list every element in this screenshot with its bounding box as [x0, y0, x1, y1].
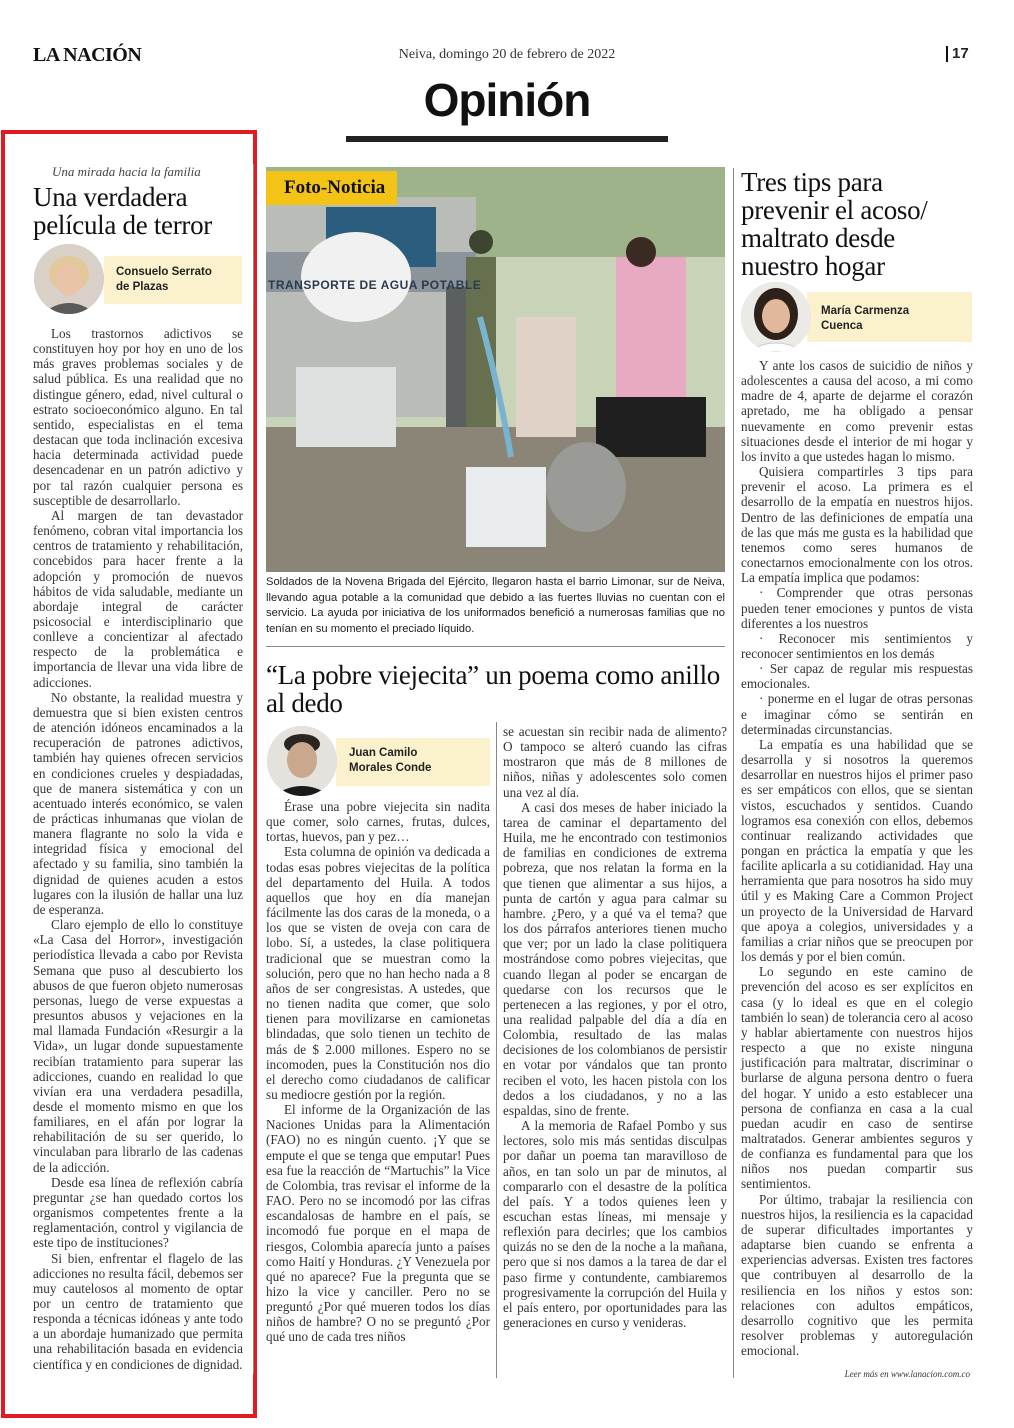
- author-byline: [807, 292, 972, 342]
- paragraph: Érase una pobre viejecita sin nadita que comer, solo carnes, frutas, dulces, tortas, huevos, pan y pez…: [266, 799, 490, 845]
- article-title: Tres tips para prevenir el acoso/ maltrato desde nuestro hogar: [741, 167, 928, 281]
- list-item: · Ser capaz de regular mis respuestas emocionales.: [741, 661, 973, 692]
- paragraph: Quisiera compartirles 3 tips para prevenir el acoso. La primera es el desarrollo de la empatía en nuestros hijos. Dentro de las definiciones de empatía una de las que más me gusta es la habilidad que tenemos como seres humanos de conectarnos emocionalmente con los otros. La empatía implica que podamos:: [741, 464, 973, 586]
- photo-caption: Soldados de la Novena Brigada del Ejército, llegaron hasta el barrio Limonar, sur de Neiva, llevando agua potable a la comunidad que debido a las fuertes lluvias no cuentan con el servicio. La ayuda por iniciativa de los uniformados benefició a numerosas familias que no tenían en su momento el preciado líquido.: [266, 576, 725, 635]
- foto-noticia-tag: Foto-Noticia: [266, 171, 397, 205]
- paragraph: A la memoria de Rafael Pombo y sus lectores, solo mis más sentidas disculpas por dañar un poema tan maravilloso de años, en tan solo un par de minutos, al compararlo con el desastre de la política del país. Y a todos quienes leen y escuchan estas líneas, mi mensaje y reflexión para decirles; que los cambios quizás no se den de la noche a la mañana, pero que si nos damos a la tarea de dar el paso firme y contundente, cambiaremos progresivamente la corrupción del Huila y el país entero, por oportunidades para las generaciones en curso y venideras.: [503, 1118, 727, 1331]
- paragraph: Si bien, enfrentar el flagelo de las adicciones no resulta fácil, debemos ser muy cautelosos al momento de optar por un centro de tratamiento que responda a técnicas idóneas y ante todo a un abordaje humanizado que permita una rehabilitación basada en evidencia científica y en condiciones de dignidad.: [33, 1250, 243, 1372]
- author-name-line2: de Plazas: [116, 281, 169, 293]
- paragraph: Desde esa línea de reflexión cabría preguntar ¿se han quedado cortos los organismos competentes frente a la reglamentación, control y vigilancia de este tipo de instituciones?: [33, 1174, 243, 1251]
- article-body: [266, 799, 490, 1345]
- author-name-line2: Cuenca: [821, 320, 863, 332]
- news-photo: [266, 167, 725, 572]
- list-item: · Reconocer mis sentimientos y reconocer sentimientos en los demás: [741, 630, 973, 661]
- section-divider: [346, 136, 668, 142]
- paragraph: Y ante los casos de suicidio de niños y adolescentes a causa del acoso, a mi como madre de 4, aparte de dejarme el corazón apretado, me ha obligado a pensar nuevamente en como prevenir estas situaciones desde el interior de mi hogar y los invito a que ustedes hagan lo mismo.: [741, 358, 973, 464]
- paragraph: se acuestan sin recibir nada de alimento? O tampoco se alteró cuando las cifras mostraron que más de 8 millones de niños, niñas y adolescentes solo comen una vez al día.: [503, 724, 727, 800]
- truck-lettering: TRANSPORTE DE AGUA POTABLE: [268, 278, 482, 292]
- paragraph: Por último, trabajar la resiliencia con nuestros hijos, la resiliencia es la capacidad de superar dificultades importantes y adaptarse bien cuando se enfrenta a experiencias adversas. Existen tres factores que contribuyen al desarrollo de la resiliencia en los niños y estos son: relaciones con adultos empáticos, desarrollo cognitivo que les permita resolver problemas y autoregulación emocional.: [741, 1191, 973, 1359]
- article-title: Una verdadera película de terror: [33, 182, 212, 240]
- article-kicker: Una mirada hacia la familia: [52, 164, 201, 179]
- section-rule: [266, 646, 725, 647]
- paragraph: La empatía es una habilidad que se desarrolla y si nosotros la queremos desarrollar en nuestros hijos el primer paso es ser empáticos con ellos, que se sientan vistos, escuchados y sentidos. Cuando logramos esa conexión con ellos, debemos continuar realizando actividades que pongan en práctica la empatía y que les facilite aplicarla a su cotidianidad. Hay una herramienta que para nosotros ha sido muy útil y es Making Care a Common Project un proyecto de la Universidad de Harvard que apoya a colegios, universidades y a familias a criar niños que se preocupen por los demás y por el bien común.: [741, 736, 973, 965]
- author-name-line1: Juan Camilo: [349, 747, 418, 759]
- paragraph: Al margen de tan devastador fenómeno, cobran vital importancia los centros de tratamiento y rehabilitación, concebidos para hacer frente a la adopción y promoción de nuevos hábitos de vida saludable, mediante un abordaje integral de carácter psicosocial e interdisciplinario que conlleve a concientizar al afectado respecto de la problemática e importancia de llevar una vida libre de adicciones.: [33, 507, 243, 690]
- dateline: Neiva, domingo 20 de febrero de 2022: [398, 47, 616, 62]
- paragraph: A casi dos meses de haber iniciado la tarea de caminar el departamento del Huila, me he encontrado con testimonios de familias en condiciones de extrema pobreza, que nos relatan la forma en la que tienen que alimentar a sus hijos, a punta de cartón y agua para calmar su hambre. ¿Pero, y a qué va el tema? que los dos párrafos anteriores tienen mucho que ver; por un lado la clase politiquera mostrándose como pobres viejecitas, que cuando llegan al poder se encargan de quedarse con los recursos que le pertenecen a las regiones, y por el otro, una realidad palpable del día a día en Colombia, resultado de las malas decisiones de los colombianos de persistir en votar por vándalos que tan pronto reciben el voto, les hacen pistola con los dedos a los ciudadanos, y no a las espaldas, sino de frente.: [503, 799, 727, 1118]
- list-item: · Comprender que otras personas pueden tener emociones y puntos de vista diferentes a los nuestros: [741, 585, 973, 631]
- author-name-line2: Morales Conde: [349, 762, 432, 774]
- section-title: Opinión: [423, 74, 591, 126]
- author-name-line1: María Carmenza: [821, 305, 910, 317]
- author-byline: [104, 256, 242, 304]
- list-item: · ponerme en el lugar de otras personas e imaginar cómo se sentirán en determinadas circunstancias.: [741, 691, 973, 737]
- paragraph: Los trastornos adictivos se constituyen hoy por hoy en uno de los más graves problemas sociales y de salud pública. Es una realidad que no distingue género, edad, nivel cultural o estrato socioeconómico alguno. En tal sentido, especialistas en el tema destacan que toda inclinación excesiva hacia determinada actividad puede desencadenar en un patrón adictivo y por tal razón cualquier persona es susceptible de desarrollarlo.: [33, 326, 243, 508]
- paragraph: No obstante, la realidad muestra y demuestra que si bien existen centros de atención idóneos encaminados a la recuperación de patrones adictivos, también hay quienes ofrecen servicios en condiciones crueles y despiadadas, que de manera sistemática y con un acentuado interés económico, se valen de prácticas inhumanas que violan de manera flagrante no solo la vida e integridad física y emocional del afectado y su familia, sino también la dignidad de quienes acuden a estos lugares con la ilusión de hallar una luz de esperanza.: [33, 689, 243, 917]
- author-avatar: [741, 282, 811, 352]
- author-name-line1: Consuelo Serrato: [116, 266, 212, 278]
- paragraph: Lo segundo en este camino de prevención del acoso es ser explícitos en casa (y lo ideal es que en el colegio también lo sean) de tolerancia cero al acoso y hablar abiertamente con nuestros hijos respecto a que no existe ninguna justificación para maltratar, discriminar o burlarse de alguna persona dentro o fuera del hogar. Y unido a esto establecer una persona de confianza en casa a la cual puedan acudir en caso de sentirse maltratados. Generar ambientes seguros y de confianza es fundamental para que los niños nos puedan compartir sus sentimientos.: [741, 964, 973, 1192]
- paragraph: Esta columna de opinión va dedicada a todas esas pobres viejecitas de la política del departamento del Huila. A todos aquellos que hoy en día manejan fácilmente las dos caras de la moneda, o a los que se visten de oveja con cara de lobo. Sí, a ustedes, la clase politiquera tradicional que se muestran como la solución, pero que no han hecho nada a 8 años de ser congresistas. A ustedes, que no tienen nadita que comer, que solo tienen para movilizarse en camionetas blindadas, que solo tienen un techito de más de $ 2.000 millones. Espero no se incomoden, pues la Constitución nos dio el derecho como ciudadanos de calificar su mediocre gestión por la región.: [266, 844, 490, 1102]
- article-body: [741, 358, 973, 1358]
- author-byline: [336, 738, 490, 786]
- article-title: “La pobre viejecita” un poema como anillo al dedo: [266, 660, 721, 718]
- article-body: [33, 326, 243, 1372]
- author-avatar: [34, 244, 104, 314]
- paragraph: El informe de la Organización de las Naciones Unidas para la Alimentación (FAO) no es ningún cuento. ¡Y que se empute el que se tenga que emputar! Pues esa fue la reacción de “Martuchis” la Vice de Colombia, tras revisar el informe de la FAO. Pero no se incomodó por las cifras escandalosas de hambre en el país, se incomodó fue porque en el mapa de riesgos, Colombia aparecía junto a países como Haití y Honduras. ¿Y Venezuela por qué no aparece? Fue la pregunta que se hizo la vice y canciller. Pero no se preguntó ¿Por qué mueren todos los días niños de hambre? O no se preguntó ¿Por qué uno de cada tres niños: [266, 1102, 490, 1345]
- column-divider: [733, 168, 734, 1378]
- column-divider: [496, 722, 497, 1378]
- paragraph: Claro ejemplo de ello lo constituye «La Casa del Horror», investigación periodística llevada a cabo por Revista Semana que puso al descubierto los abusos de que fueron objeto numerosas personas, luego de verse expuestas a presuntos abusos y vejaciones en la mal llamada Fundación «Resurgir a la Vida», un lugar donde supuestamente recibían tratamiento para superar las adicciones, cuando en realidad lo que vivían era una verdadera pesadilla, desde el momento mismo en que los familiares, en el afán por lograr la rehabilitación de su ser querido, lo vinculaban para librarlo de las cadenas de la adicción.: [33, 917, 243, 1175]
- page-number: 17: [946, 46, 969, 62]
- masthead-logo: LA NACIÓN: [33, 44, 142, 66]
- read-more-link[interactable]: Leer más en www.lanacion.com.co: [844, 1369, 970, 1379]
- article-body-continued: [503, 724, 727, 1330]
- author-avatar: [267, 726, 337, 796]
- column-divider: [253, 164, 254, 1374]
